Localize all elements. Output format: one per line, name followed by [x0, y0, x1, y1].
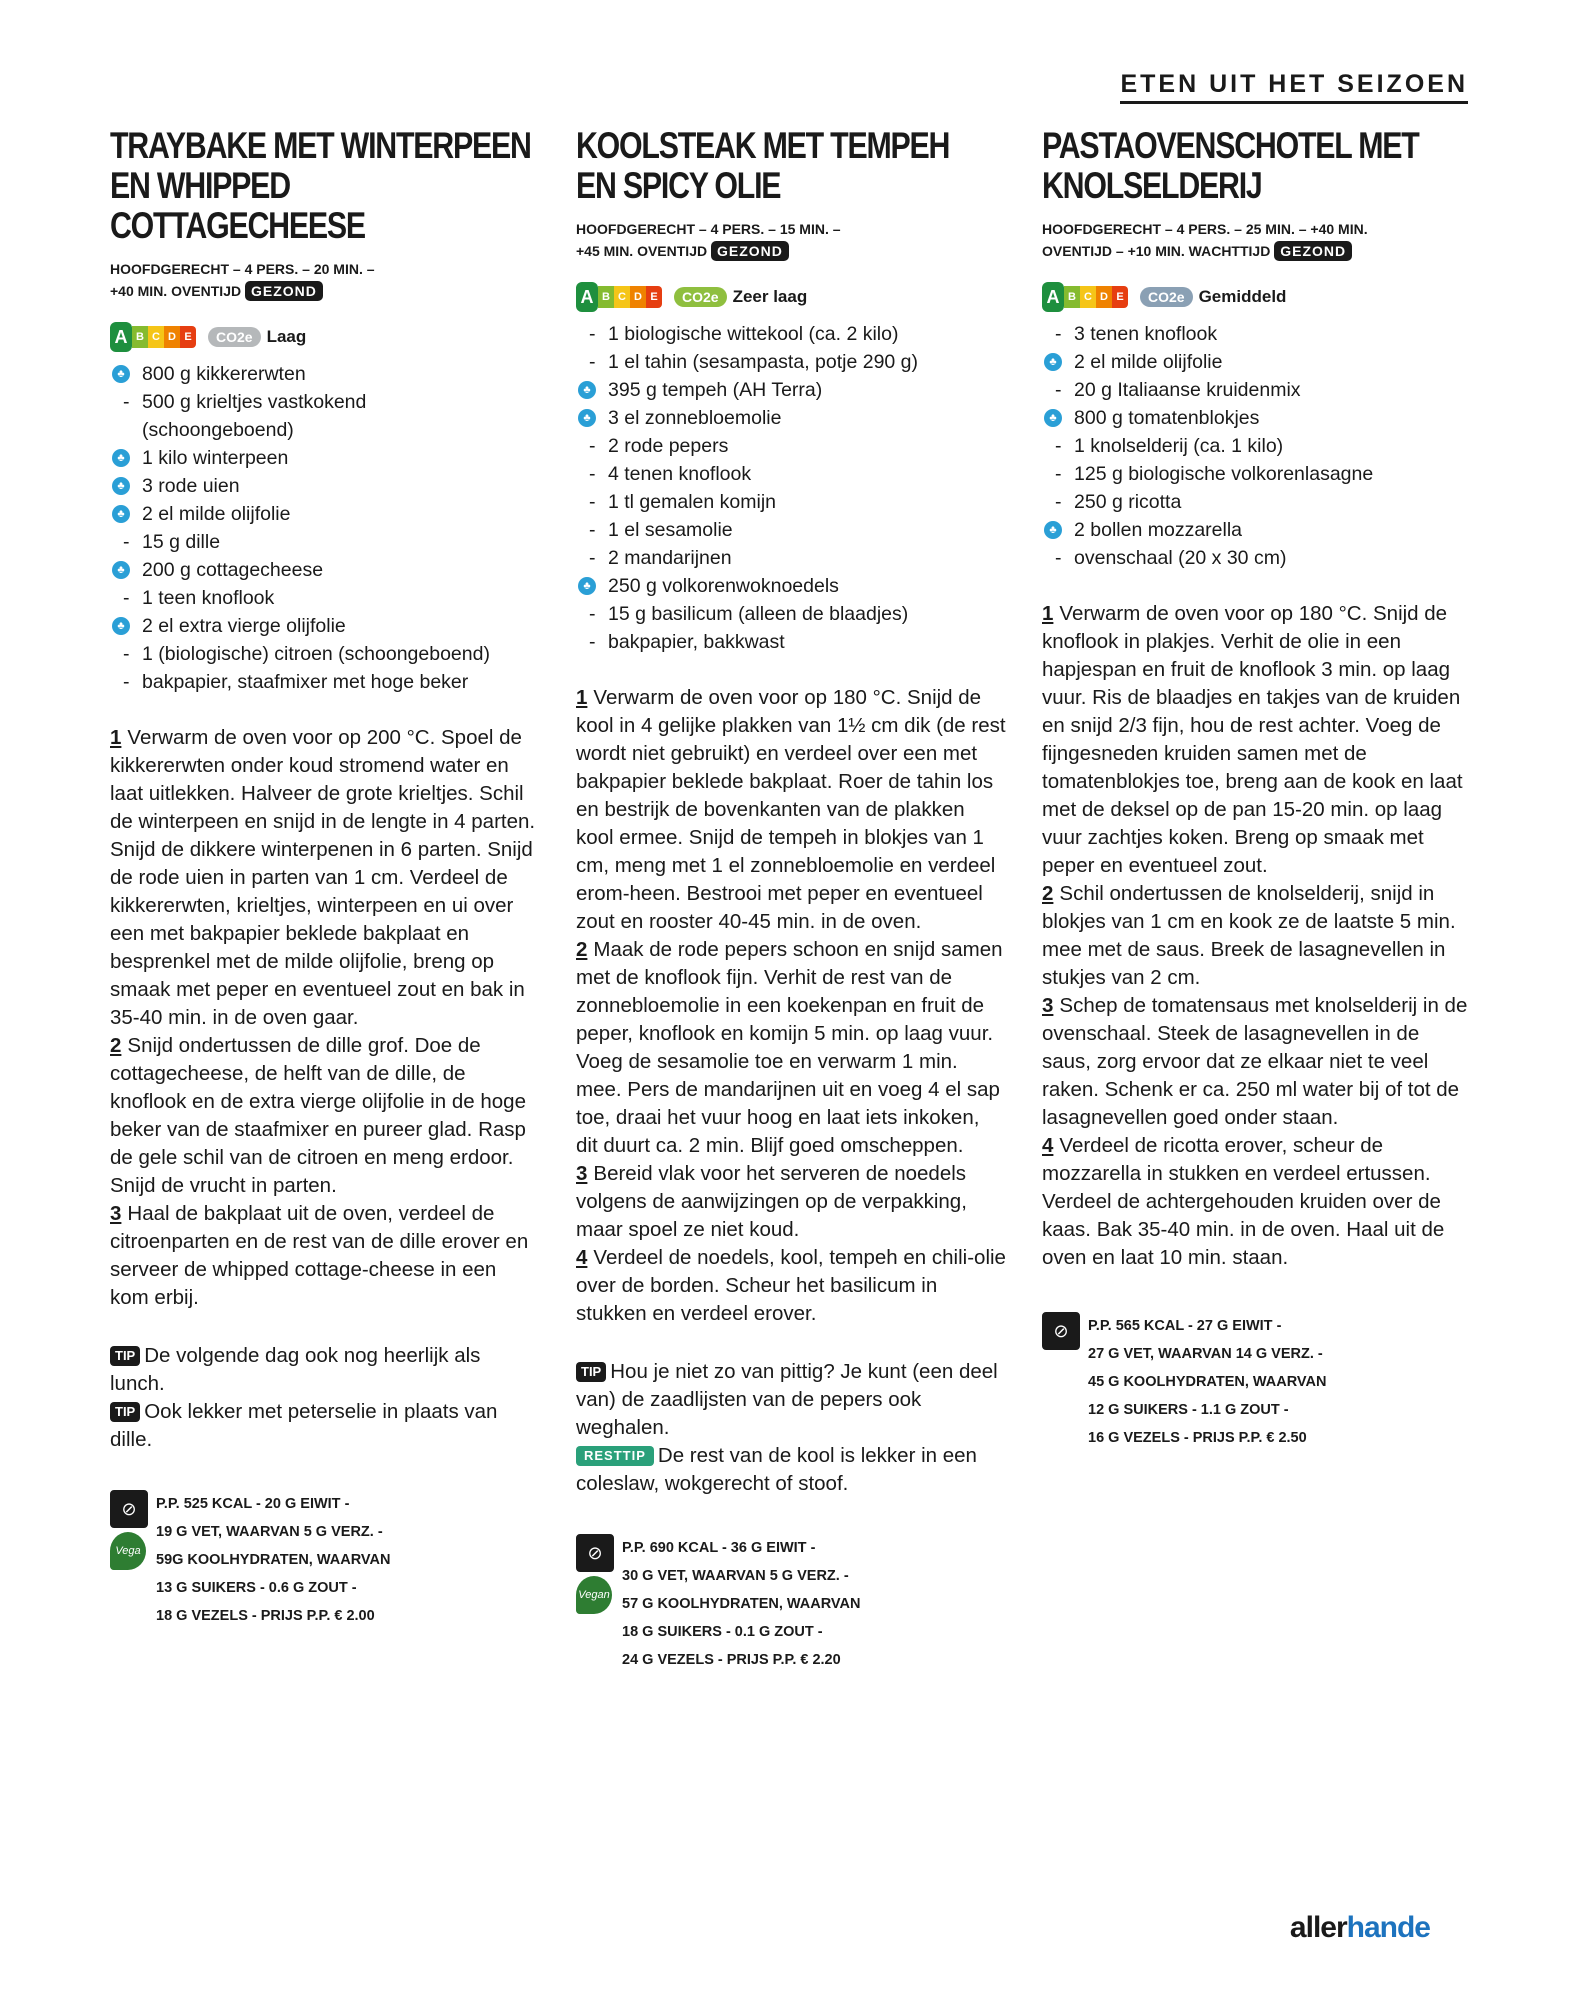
diet-icons	[576, 1534, 622, 1674]
nutrition-line: 13 G SUIKERS - 0.6 G ZOUT -	[156, 1580, 357, 1596]
step-text: Bereid vlak voor het serveren de noedels volgens de aanwijzingen op de verpakking, maar spoel ze niet koud.	[576, 1162, 967, 1241]
nutri-score-letter: D	[164, 326, 180, 348]
ingredient-item	[576, 460, 1006, 488]
ingredient-text: 800 g tomatenblokjes	[1074, 407, 1260, 429]
ingredient-item	[110, 612, 540, 640]
ingredient-text: 2 el milde olijfolie	[142, 503, 291, 525]
tip-text: Ook lekker met peterselie in plaats van dille.	[110, 1400, 498, 1451]
tip-text: De volgende dag ook nog heerlijk als lunch.	[110, 1344, 481, 1395]
ingredient-text: 1 el sesamolie	[608, 519, 733, 541]
step-text: Maak de rode pepers schoon en snijd samen met de knoflook fijn. Verhit de rest van de zonnebloemolie in een koekenpan en fruit de peper, knoflook en komijn 5 min. op laag vuur. Voeg de sesamolie toe en verwarm 1 min. mee. Pers de mandarijnen uit en voeg 4 el sap toe, draai het vuur hoog en laat iets inkoken, dit duurt ca. 2 min. Blijf goed omscheppen.	[576, 938, 1003, 1157]
tips-section	[576, 1358, 1006, 1498]
step-text: Snijd ondertussen de dille grof. Doe de cottagecheese, de helft van de dille, de knoflook en de extra vierge olijfolie in de hoge beker van de staafmixer en pureer glad. Rasp de gele schil van de citroen en meng erdoor. Snijd de vrucht in parten.	[110, 1034, 526, 1197]
recipe-title	[576, 126, 1002, 206]
recipe-traybake	[110, 126, 540, 1630]
recipe-meta-line	[110, 280, 540, 302]
ingredient-item	[576, 628, 1006, 656]
ingredient-item	[576, 348, 1006, 376]
nutrition-line: 24 G VEZELS - PRIJS P.P. € 2.20	[622, 1652, 841, 1668]
vegan-leaf-icon: Vega	[110, 1532, 146, 1570]
ingredient-text: 2 bollen mozzarella	[1074, 519, 1243, 541]
ingredient-text: 1 el tahin (sesampasta, potje 290 g)	[608, 351, 919, 373]
ingredient-text: 3 rode uien	[142, 475, 240, 497]
eco-leaf-icon: ♣	[578, 381, 596, 399]
nutri-score-letter: B	[132, 326, 148, 348]
nutri-score-letter: D	[1096, 286, 1112, 308]
step-number: 3	[110, 1202, 122, 1225]
nutri-score-icon	[576, 282, 662, 312]
tip-badge: TIP	[110, 1402, 140, 1422]
ingredient-text: 800 g kikkererwten	[142, 363, 306, 385]
ingredient-item	[576, 600, 1006, 628]
tip-text: De rest van de kool is lekker in een coleslaw, wokgerecht of stoof.	[576, 1444, 977, 1495]
recipe-meta-line: HOOFDGERECHT – 4 PERS. – 15 MIN. –	[576, 221, 841, 237]
recipe-meta-line: HOOFDGERECHT – 4 PERS. – 25 MIN. – +40 MIN.	[1042, 221, 1368, 237]
nutrition-line: P.P. 690 KCAL - 36 G EIWIT -	[622, 1540, 816, 1556]
nutri-score-letter: B	[598, 286, 614, 308]
preparation-step	[576, 1244, 1006, 1328]
eco-leaf-icon: ♣	[1044, 353, 1062, 371]
preparation-steps	[576, 684, 1006, 1328]
preparation-step	[110, 1032, 540, 1200]
step-text: Schep de tomatensaus met knolselderij in de ovenschaal. Steek de lasagnevellen in de saus, zorg ervoor dat ze elkaar niet te veel raken. Schenk er ca. 250 ml water bij of tot de lasagnevellen goed onder staan.	[1042, 994, 1468, 1129]
ingredient-item	[110, 388, 540, 416]
tip-badge: RESTTIP	[576, 1446, 654, 1466]
nutrition-line: 19 G VET, WAARVAN 5 G VERZ. -	[156, 1524, 383, 1540]
ingredient-list	[576, 320, 1006, 656]
step-text: Verdeel de noedels, kool, tempeh en chili-olie over de borden. Scheur het basilicum in stukken en verdeel erover.	[576, 1246, 1006, 1325]
brand-logo-part1: aller	[1289, 1911, 1347, 1944]
nutrition-line: 30 G VET, WAARVAN 5 G VERZ. -	[622, 1568, 849, 1584]
no-wheat-icon: ⊘	[576, 1534, 614, 1572]
nutri-score-letter: E	[180, 326, 196, 348]
ingredient-item	[110, 500, 540, 528]
step-number: 1	[1042, 602, 1054, 625]
recipe-meta-time: +45 MIN. OVENTIJD	[576, 243, 708, 259]
nutrition-info	[1042, 1312, 1472, 1452]
co2-cloud-icon: CO2e	[1140, 287, 1193, 307]
diet-icons	[1042, 1312, 1088, 1452]
ingredient-item	[576, 376, 1006, 404]
recipe-title-line: EN SPICY OLIE	[576, 165, 781, 206]
recipe-meta	[110, 258, 540, 302]
co2-cloud-icon: CO2e	[208, 327, 261, 347]
nutrition-text	[622, 1534, 860, 1674]
nutri-score-letter: A	[576, 282, 598, 312]
ingredient-item	[576, 544, 1006, 572]
step-number: 2	[110, 1034, 122, 1057]
recipe-meta-time: OVENTIJD – +10 MIN. WACHTTIJD	[1042, 243, 1271, 259]
ingredient-item	[1042, 460, 1472, 488]
ingredient-text: 2 el milde olijfolie	[1074, 351, 1223, 373]
ingredient-text: 2 el extra vierge olijfolie	[142, 615, 346, 637]
tips-section	[110, 1342, 540, 1454]
ingredient-item	[576, 572, 1006, 600]
ingredient-text: 395 g tempeh (AH Terra)	[608, 379, 823, 401]
healthy-badge: GEZOND	[1274, 241, 1352, 261]
healthy-badge: GEZOND	[245, 281, 323, 301]
recipe-meta	[576, 218, 1006, 262]
preparation-steps	[110, 724, 540, 1312]
step-text: Haal de bakplaat uit de oven, verdeel de citroenparten en de rest van de dille erover en serveer de whipped cottage-cheese in een kom erbij.	[110, 1202, 529, 1309]
ingredient-item	[576, 432, 1006, 460]
recipe-title	[1042, 126, 1468, 206]
recipe-meta-line	[1042, 240, 1472, 262]
sustainability-labels	[576, 278, 1006, 316]
preparation-step	[576, 936, 1006, 1160]
nutri-score-icon	[110, 322, 196, 352]
nutrition-line: 18 G VEZELS - PRIJS P.P. € 2.00	[156, 1608, 375, 1624]
nutrition-line: 45 G KOOLHYDRATEN, WAARVAN	[1088, 1374, 1327, 1390]
step-text: Verwarm de oven voor op 180 °C. Snijd de kool in 4 gelijke plakken van 1½ cm dik (de rest wordt niet gebruikt) en verdeel over een met bakpapier beklede bakplaat. Roer de tahin los en bestrijk de bovenkanten van de plakken kool ermee. Snijd de tempeh in blokjes van 1 cm, meng met 1 el zonnebloemolie en verdeel erom-heen. Bestrooi met peper en eventueel zout en rooster 40-45 min. in de oven.	[576, 686, 1006, 933]
tip-badge: TIP	[576, 1362, 606, 1382]
brand-logo-part2: hande	[1346, 1911, 1430, 1944]
healthy-badge: GEZOND	[711, 241, 789, 261]
ingredient-item	[110, 556, 540, 584]
recipe-meta-line	[576, 240, 1006, 262]
recipe-koolsteak	[576, 126, 1006, 1674]
preparation-step	[1042, 880, 1472, 992]
ingredient-text: 250 g volkorenwoknoedels	[608, 575, 839, 597]
nutrition-text	[1088, 1312, 1326, 1452]
step-text: Verwarm de oven voor op 180 °C. Snijd de knoflook in plakjes. Verhit de olie in een hapjespan en fruit de knoflook 3 min. op laag vuur. Ris de blaadjes en takjes van de kruiden en snijd 2/3 fijn, hou de rest achter. Voeg de fijngesneden kruiden samen met de tomatenblokjes toe, breng aan de kook en laat met de deksel op de pan 15-20 min. op laag vuur zachtjes koken. Breng op smaak met peper en eventueel zout.	[1042, 602, 1463, 877]
step-number: 4	[1042, 1134, 1054, 1157]
nutrition-line: 18 G SUIKERS - 0.1 G ZOUT -	[622, 1624, 823, 1640]
ingredient-list	[1042, 320, 1472, 572]
section-header: ETEN UIT HET SEIZOEN	[1120, 70, 1468, 104]
recipe-meta-line: HOOFDGERECHT – 4 PERS. – 20 MIN. –	[110, 261, 375, 277]
preparation-step	[576, 684, 1006, 936]
recipe-title	[110, 126, 536, 246]
ingredient-text: 250 g ricotta	[1074, 491, 1182, 513]
eco-leaf-icon: ♣	[112, 477, 130, 495]
eco-leaf-icon: ♣	[1044, 521, 1062, 539]
tip-text: Hou je niet zo van pittig? Je kunt (een deel van) de zaadlijsten van de pepers ook weghalen.	[576, 1360, 998, 1439]
ingredient-text: 4 tenen knoflook	[608, 463, 752, 485]
ingredient-text: 15 g basilicum (alleen de blaadjes)	[608, 603, 909, 625]
preparation-step	[576, 1160, 1006, 1244]
ingredient-item	[576, 404, 1006, 432]
preparation-step	[110, 724, 540, 1032]
ingredient-item	[1042, 320, 1472, 348]
ingredient-text: 500 g krieltjes vastkokend	[142, 391, 367, 413]
recipe-meta-time: +40 MIN. OVENTIJD	[110, 283, 242, 299]
ingredient-text: 2 rode pepers	[608, 435, 729, 457]
step-number: 2	[1042, 882, 1054, 905]
nutri-score-letter: D	[630, 286, 646, 308]
ingredient-item	[1042, 516, 1472, 544]
ingredient-text: 1 kilo winterpeen	[142, 447, 289, 469]
ingredient-text: 2 mandarijnen	[608, 547, 732, 569]
nutrition-info	[576, 1534, 1006, 1674]
nutrition-line: P.P. 525 KCAL - 20 G EIWIT -	[156, 1496, 350, 1512]
ingredient-item	[576, 516, 1006, 544]
ingredient-item	[110, 444, 540, 472]
no-wheat-icon: ⊘	[110, 1490, 148, 1528]
co2-cloud-icon: CO2e	[674, 287, 727, 307]
ingredient-text: 15 g dille	[142, 531, 221, 553]
recipe-title-line: TRAYBAKE MET WINTERPEEN	[110, 125, 531, 166]
eco-leaf-icon: ♣	[112, 449, 130, 467]
ingredient-text: 3 tenen knoflook	[1074, 323, 1218, 345]
recipe-title-line: KNOLSELDERIJ	[1042, 165, 1262, 206]
recipe-meta	[1042, 218, 1472, 262]
ingredient-item	[1042, 348, 1472, 376]
preparation-step	[1042, 600, 1472, 880]
ingredient-item	[576, 320, 1006, 348]
preparation-step	[110, 1200, 540, 1312]
tip-badge: TIP	[110, 1346, 140, 1366]
vegan-leaf-icon: Vegan	[576, 1576, 612, 1614]
tip-item	[576, 1442, 1006, 1498]
eco-leaf-icon: ♣	[578, 409, 596, 427]
recipe-title-line: KOOLSTEAK MET TEMPEH	[576, 125, 950, 166]
nutri-score-letter: C	[1080, 286, 1096, 308]
recipe-pastaovenschotel	[1042, 126, 1472, 1452]
co2-level-label: Zeer laag	[732, 287, 808, 306]
nutri-score-letter: C	[148, 326, 164, 348]
ingredient-list	[110, 360, 540, 696]
ingredient-text: ovenschaal (20 x 30 cm)	[1074, 547, 1287, 569]
ingredient-text: 1 teen knoflook	[142, 587, 275, 609]
ingredient-item	[110, 416, 540, 444]
ingredient-item	[110, 528, 540, 556]
ingredient-text: 1 knolselderij (ca. 1 kilo)	[1074, 435, 1284, 457]
preparation-step	[1042, 992, 1472, 1132]
sustainability-labels	[1042, 278, 1472, 316]
step-number: 1	[110, 726, 122, 749]
step-number: 1	[576, 686, 588, 709]
nutri-score-letter: B	[1064, 286, 1080, 308]
ingredient-text: 1 tl gemalen komijn	[608, 491, 776, 513]
nutrition-text	[156, 1490, 390, 1630]
co2-level-label: Gemiddeld	[1198, 287, 1287, 306]
step-text: Schil ondertussen de knolselderij, snijd in blokjes van 1 cm en kook ze de laatste 5 min. mee met de saus. Breek de lasagnevellen in stukjes van 2 cm.	[1042, 882, 1456, 989]
nutrition-line: 16 G VEZELS - PRIJS P.P. € 2.50	[1088, 1430, 1307, 1446]
nutri-score-letter: E	[1112, 286, 1128, 308]
nutri-score-letter: A	[110, 322, 132, 352]
nutri-score-letter: C	[614, 286, 630, 308]
nutri-score-letter: E	[646, 286, 662, 308]
ingredient-text: 125 g biologische volkorenlasagne	[1074, 463, 1374, 485]
ingredient-text: 3 el zonnebloemolie	[608, 407, 782, 429]
eco-leaf-icon: ♣	[578, 577, 596, 595]
ingredient-item	[1042, 544, 1472, 572]
ingredient-text: bakpapier, staafmixer met hoge beker	[142, 671, 469, 693]
tip-item	[110, 1398, 540, 1454]
ingredient-text: (schoongeboend)	[142, 419, 294, 441]
recipe-title-line: PASTAOVENSCHOTEL MET	[1042, 125, 1419, 166]
ingredient-text: 1 biologische wittekool (ca. 2 kilo)	[608, 323, 899, 345]
no-wheat-icon: ⊘	[1042, 1312, 1080, 1350]
ingredient-item	[1042, 488, 1472, 516]
ingredient-item	[1042, 432, 1472, 460]
ingredient-text: bakpapier, bakkwast	[608, 631, 785, 653]
sustainability-labels	[110, 318, 540, 356]
step-number: 3	[576, 1162, 588, 1185]
ingredient-item	[1042, 404, 1472, 432]
ingredient-text: 200 g cottagecheese	[142, 559, 324, 581]
nutrition-line: 59G KOOLHYDRATEN, WAARVAN	[156, 1552, 391, 1568]
brand-logo	[1290, 1911, 1430, 1945]
preparation-steps	[1042, 600, 1472, 1272]
eco-leaf-icon: ♣	[112, 617, 130, 635]
nutrition-info	[110, 1490, 540, 1630]
nutrition-line: P.P. 565 KCAL - 27 G EIWIT -	[1088, 1318, 1282, 1334]
tip-item	[576, 1358, 1006, 1442]
tip-item	[110, 1342, 540, 1398]
step-text: Verdeel de ricotta erover, scheur de mozzarella in stukken en verdeel ertussen. Verdeel de achtergehouden kruiden over de kaas. Bak 35-40 min. in de oven. Haal uit de oven en laat 10 min. staan.	[1042, 1134, 1445, 1269]
ingredient-item	[110, 584, 540, 612]
ingredient-text: 1 (biologische) citroen (schoongeboend)	[142, 643, 490, 665]
ingredient-item	[1042, 376, 1472, 404]
nutri-score-icon	[1042, 282, 1128, 312]
nutri-score-letter: A	[1042, 282, 1064, 312]
step-number: 3	[1042, 994, 1054, 1017]
preparation-step	[1042, 1132, 1472, 1272]
eco-leaf-icon: ♣	[1044, 409, 1062, 427]
ingredient-item	[110, 472, 540, 500]
step-text: Verwarm de oven voor op 200 °C. Spoel de kikkererwten onder koud stromend water en laat uitlekken. Halveer de grote krieltjes. Schil de winterpeen en snijd in de lengte in 4 parten. Snijd de dikkere winterpenen in 6 parten. Snijd de rode uien in parten van 1 cm. Verdeel de kikkererwten, krieltjes, winterpeen en ui over een met bakpapier beklede bakplaat en besprenkel met de milde olijfolie, breng op smaak met peper en eventueel zout en bak in 35-40 min. in de oven gaar.	[110, 726, 536, 1029]
eco-leaf-icon: ♣	[112, 365, 130, 383]
ingredient-item	[576, 488, 1006, 516]
nutrition-line: 57 G KOOLHYDRATEN, WAARVAN	[622, 1596, 861, 1612]
eco-leaf-icon: ♣	[112, 561, 130, 579]
ingredient-item	[110, 640, 540, 668]
co2-level-label: Laag	[266, 327, 307, 346]
ingredient-text: 20 g Italiaanse kruidenmix	[1074, 379, 1301, 401]
ingredient-item	[110, 668, 540, 696]
eco-leaf-icon: ♣	[112, 505, 130, 523]
nutrition-line: 12 G SUIKERS - 1.1 G ZOUT -	[1088, 1402, 1289, 1418]
step-number: 4	[576, 1246, 588, 1269]
ingredient-item	[110, 360, 540, 388]
diet-icons	[110, 1490, 156, 1630]
nutrition-line: 27 G VET, WAARVAN 14 G VERZ. -	[1088, 1346, 1323, 1362]
step-number: 2	[576, 938, 588, 961]
recipe-title-line: EN WHIPPED COTTAGECHEESE	[110, 165, 365, 246]
